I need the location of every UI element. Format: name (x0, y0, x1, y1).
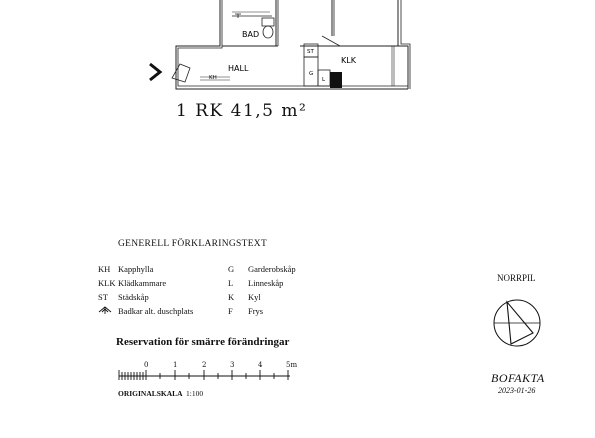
legend-item (228, 276, 283, 290)
legend-code: KLK (98, 278, 116, 288)
legend-code: K (228, 292, 235, 302)
scale-tick-label: 4 (258, 361, 263, 369)
scale-bar (112, 356, 302, 386)
room-label-cleaning-cabinet: ST (307, 49, 314, 55)
original-scale-label: ORIGINALSKALA (118, 389, 183, 398)
legend-item (98, 262, 153, 276)
legend-desc: Kapphylla (118, 264, 154, 274)
legend-item (228, 262, 296, 276)
reservation-note: Reservation för smärre förändringar (116, 336, 290, 348)
legend-item (98, 290, 149, 304)
legend-desc: Kyl (248, 292, 261, 302)
room-label-linen-cabinet: L (322, 77, 326, 83)
north-arrow-label: NORRPIL (497, 273, 536, 283)
legend-desc: Garderobskåp (248, 264, 296, 274)
drawing-date: 2023-01-26 (498, 386, 536, 395)
room-label-hall: HALL (228, 64, 249, 73)
legend-code: L (228, 278, 234, 288)
scale-tick-label: 5m (286, 361, 298, 369)
scale-tick-label: 3 (230, 361, 235, 369)
shower-icon (98, 305, 118, 317)
north-arrow-icon (490, 296, 544, 350)
scale-tick-label: 2 (202, 361, 207, 369)
legend-desc: Linneskåp (248, 278, 284, 288)
brand-logo: BOFAKTA (491, 371, 545, 385)
original-scale-ratio: 1:100 (186, 389, 204, 398)
legend-desc: Klädkammare (118, 278, 167, 288)
entrance-arrow-icon (150, 64, 160, 80)
legend-item (228, 304, 263, 318)
legend-code: ST (98, 292, 108, 302)
legend-code: F (228, 306, 233, 316)
legend-code: G (228, 264, 235, 274)
legend-desc: Badkar alt. duschplats (118, 306, 194, 316)
room-label-closet: KLK (341, 56, 356, 65)
scale-tick-label: 1 (173, 361, 178, 369)
legend-item (98, 276, 166, 290)
legend-item (98, 304, 193, 318)
wall-block (330, 72, 342, 88)
floor-plan (0, 0, 595, 100)
legend-desc: Frys (248, 306, 264, 316)
unit-size-label: 1 RK 41,5 m² (176, 101, 308, 121)
legend-item (228, 290, 261, 304)
legend-title: GENERELL FÖRKLARINGSTEXT (118, 239, 268, 249)
room-label-bath: BAD (242, 30, 260, 39)
legend-desc: Städskåp (118, 292, 149, 302)
legend-code: KH (98, 264, 111, 274)
scale-tick-label: 0 (144, 361, 149, 369)
room-label-coat-rack: KH (209, 75, 217, 81)
room-label-wardrobe: G (309, 71, 314, 77)
